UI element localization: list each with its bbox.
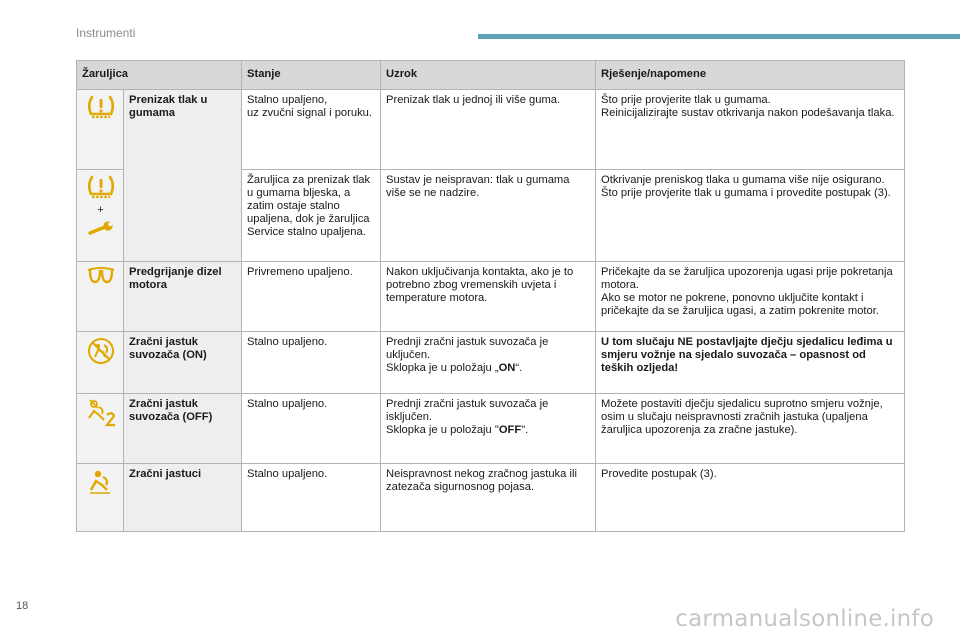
state-cell: Stalno upaljeno. (242, 332, 381, 394)
cause-cell (381, 332, 596, 394)
cause-cell: Prenizak tlak u jednoj ili više guma. (381, 90, 596, 170)
table-row (77, 464, 905, 532)
icon-cell (77, 262, 124, 332)
solution-cell: Pričekajte da se žaruljica upozorenja ugasi prije pokretanja motora. Ako se motor ne pokrene, ponovno uključite kontakt i pričekajte da se žaruljica ugasi, a zatim pokrenite motor. (596, 262, 905, 332)
cause-text-end: “. (515, 362, 523, 374)
icon-cell (77, 394, 124, 464)
table-header-row (77, 61, 905, 90)
lamp-name: Zračni jastuk suvozača (ON) (124, 332, 242, 394)
watermark: carmanualsonline.info (675, 606, 934, 632)
lamp-name: Zračni jastuk suvozača (OFF) (124, 394, 242, 464)
header-accent-bar (478, 34, 960, 39)
state-cell: Žaruljica za prenizak tlak u gumama bljeska, a zatim ostaje stalno upaljena, dok je žaruljica Service stalno upaljena. (242, 170, 381, 262)
table-row (77, 90, 905, 170)
cause-cell: Neispravnost nekog zračnog jastuka ili zatezača sigurnosnog pojasa. (381, 464, 596, 532)
table-row (77, 262, 905, 332)
page-number: 18 (16, 600, 29, 612)
warning-lights-table (76, 60, 905, 532)
state-cell: Privremeno upaljeno. (242, 262, 381, 332)
plus-sign: + (97, 204, 104, 216)
lamp-name: Zračni jastuci (124, 464, 242, 532)
cause-cell: Sustav je neispravan: tlak u gumama više se ne nadzire. (381, 170, 596, 262)
tyre-pressure-warning-icon (86, 174, 116, 202)
diesel-preheat-icon (86, 266, 116, 288)
icon-cell (77, 170, 124, 262)
passenger-airbag-on-icon (86, 336, 116, 366)
switch-position: OFF (498, 424, 522, 436)
column-header-lamp: Žaruljica (77, 61, 242, 90)
solution-cell: Provedite postupak (3). (596, 464, 905, 532)
passenger-airbag-off-icon (85, 398, 117, 428)
tyre-pressure-warning-icon (86, 94, 116, 122)
cause-cell (381, 394, 596, 464)
cause-text: Prednji zračni jastuk suvozača je isključen. Sklopka je u položaju " (386, 398, 549, 436)
lamp-name: Predgrijanje dizel motora (124, 262, 242, 332)
column-header-state: Stanje (242, 61, 381, 90)
icon-cell (77, 464, 124, 532)
solution-cell: Što prije provjerite tlak u gumama. Reinicijalizirajte sustav otkrivanja nakon podešavanja tlaka. (596, 90, 905, 170)
table-row (77, 332, 905, 394)
lamp-name: Prenizak tlak u gumama (124, 90, 242, 262)
switch-position: ON (498, 362, 516, 374)
column-header-solution: Rješenje/napomene (596, 61, 905, 90)
state-cell: Stalno upaljeno. (242, 464, 381, 532)
column-header-cause: Uzrok (381, 61, 596, 90)
icon-cell (77, 332, 124, 394)
service-wrench-icon (86, 219, 116, 239)
solution-cell: Možete postaviti dječju sjedalicu suprotno smjeru vožnje, osim u slučaju neispravnosti zračnih jastuka (upaljena žaruljica upozorenja za zračne jastuke). (596, 394, 905, 464)
cause-text-end: ". (521, 424, 529, 436)
solution-cell: Otkrivanje preniskog tlaka u gumama više nije osigurano. Što prije provjerite tlak u gumama i provedite postupak (3). (596, 170, 905, 262)
state-cell: Stalno upaljeno, uz zvučni signal i poruku. (242, 90, 381, 170)
airbags-icon (86, 468, 116, 496)
icon-cell (77, 90, 124, 170)
state-cell: Stalno upaljeno. (242, 394, 381, 464)
section-title: Instrumenti (76, 26, 136, 40)
solution-cell: U tom slučaju NE postavljajte dječju sjedalicu leđima u smjeru vožnje na sjedalo suvozača – opasnost od teških ozljeda! (596, 332, 905, 394)
cause-text: Prednji zračni jastuk suvozača je uključen. Sklopka je u položaju „ (386, 336, 549, 374)
table-row (77, 394, 905, 464)
cause-cell: Nakon uključivanja kontakta, ako je to potrebno zbog vremenskih uvjeta i temperature motora. (381, 262, 596, 332)
